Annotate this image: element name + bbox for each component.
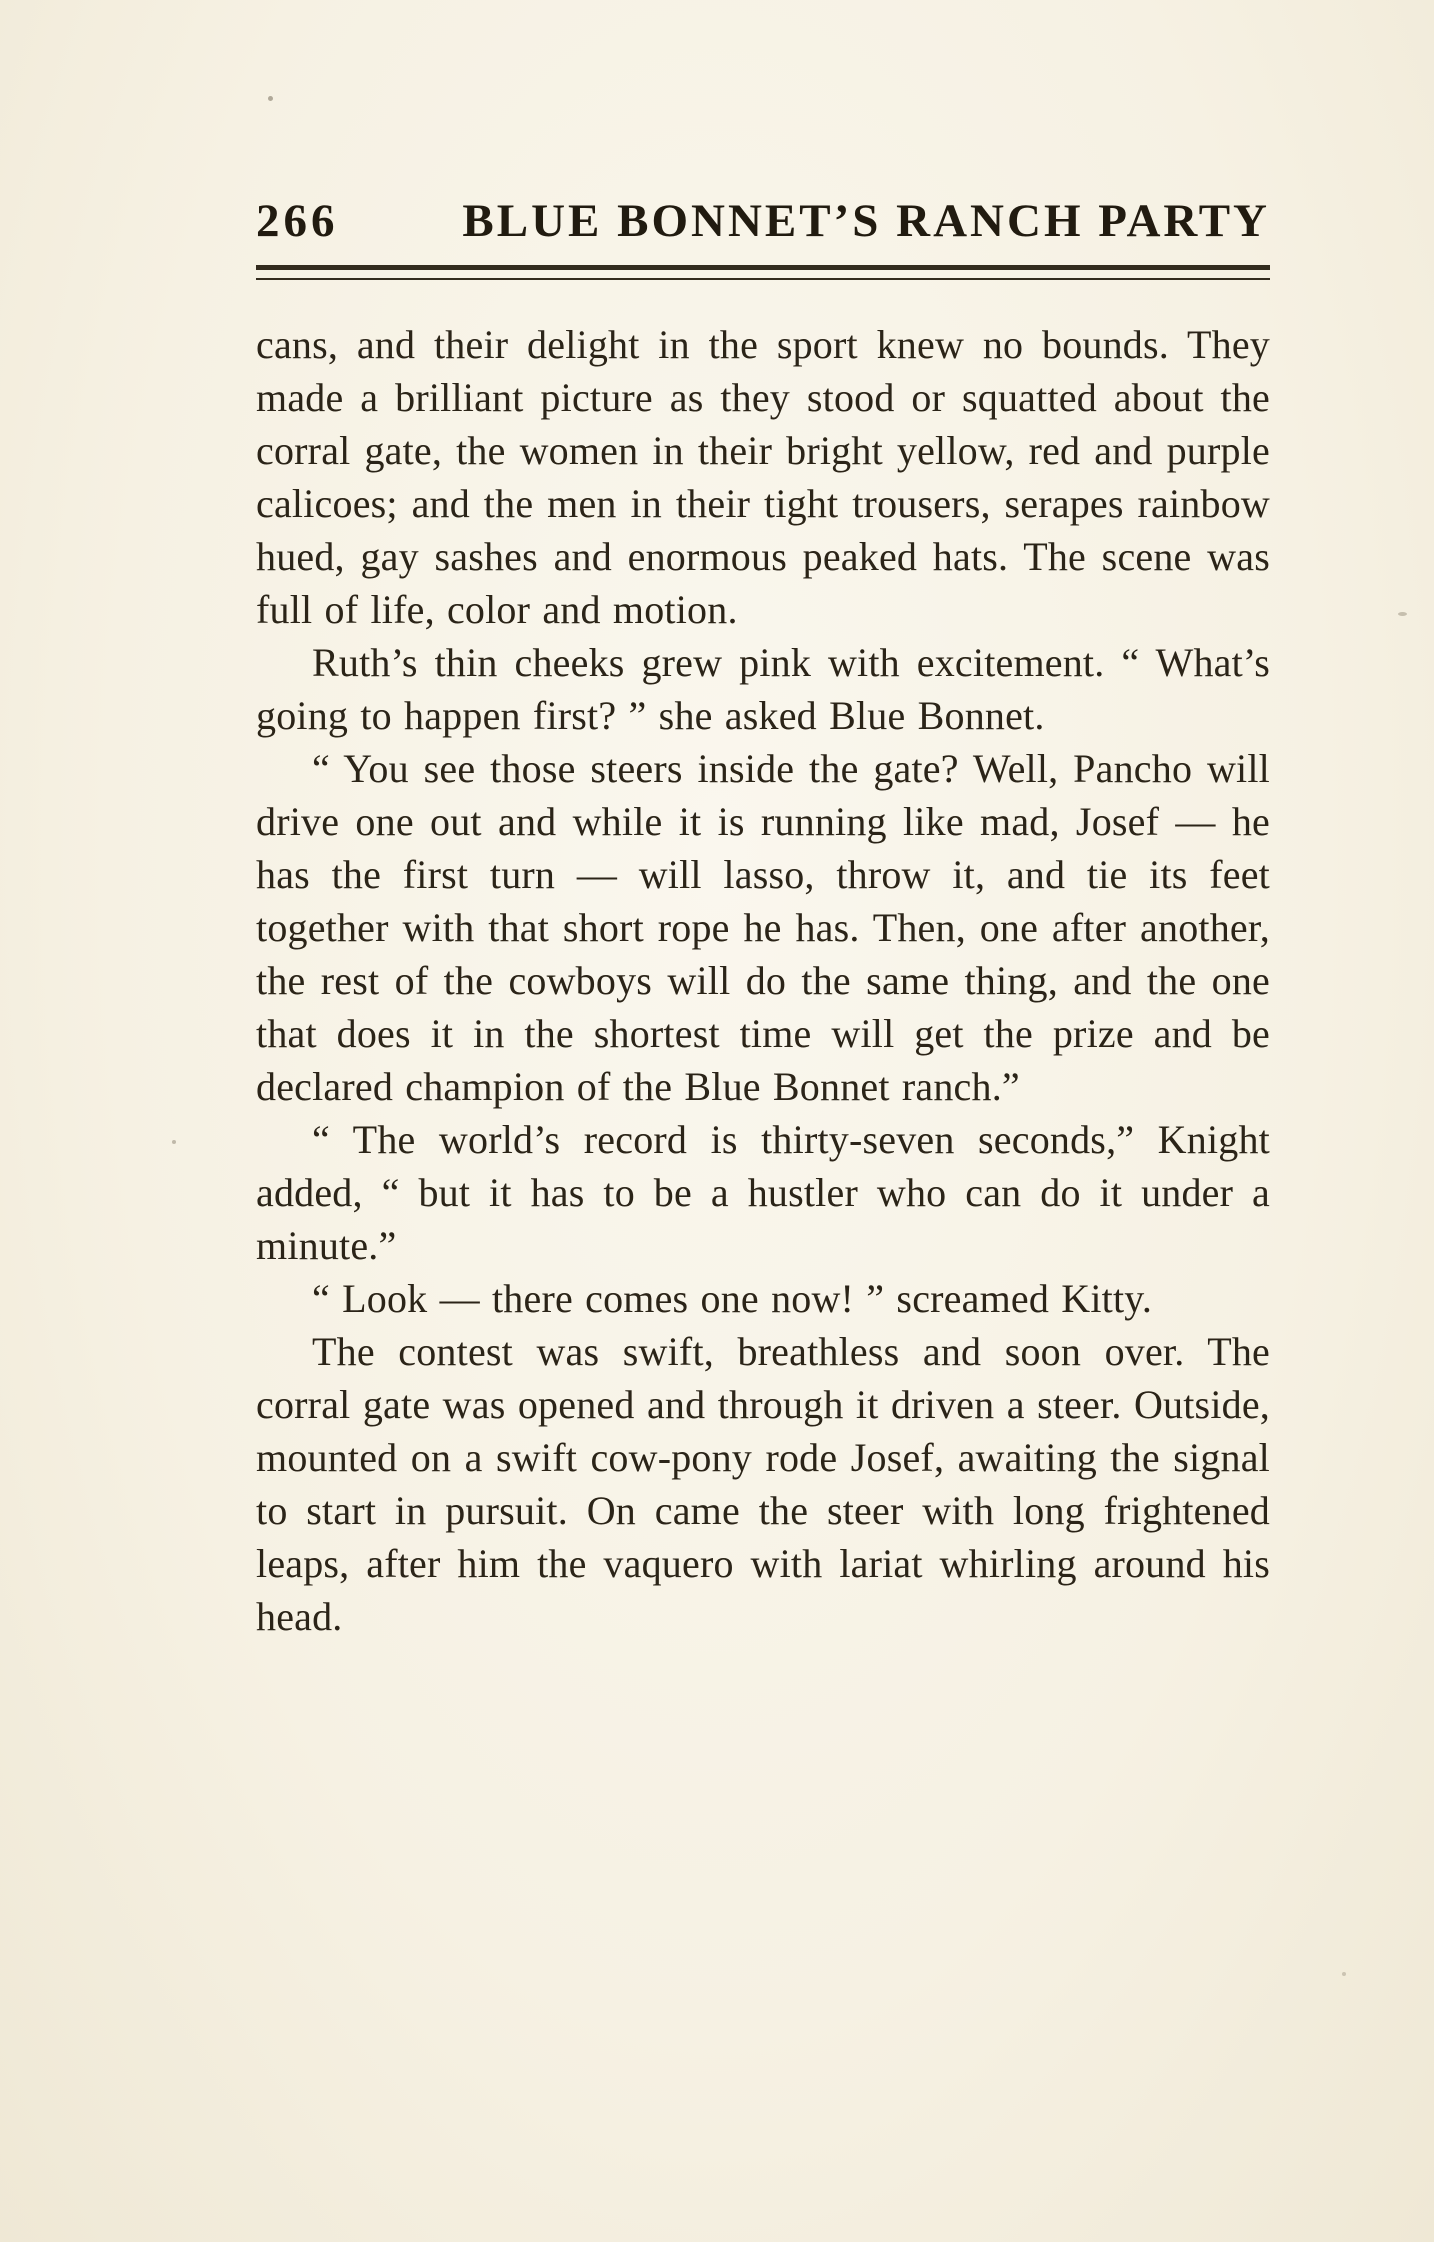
page-text — [256, 318, 1270, 1643]
scan-speck — [268, 96, 273, 101]
scan-speck — [1398, 612, 1407, 616]
page-title: BLUE BONNET’S RANCH PARTY — [462, 195, 1270, 247]
paragraph: Ruth’s thin cheeks grew pink with excitement. “ What’s going to happen first? ” she asked Blue Bonnet. — [256, 640, 1270, 738]
paragraph: cans, and their delight in the sport knew no bounds. They made a brilliant picture as they stood or squatted about the corral gate, the women in their bright yellow, red and purple calicoes; and the men in their tight trousers, serapes rainbow hued, gay sashes and enormous peaked hats. The scene was full of life, color and motion. — [256, 322, 1270, 632]
paragraph: “ You see those steers inside the gate? Well, Pancho will drive one out and while it is running like mad, Josef — he has the first turn — will lasso, throw it, and tie its feet together with that short rope he has. Then, one after another, the rest of the cowboys will do the same thing, and the one that does it in the shortest time will get the prize and be declared champion of the Blue Bonnet ranch.” — [256, 746, 1270, 1109]
running-head — [256, 195, 1270, 247]
paragraph: The contest was swift, breathless and soon over. The corral gate was opened and through it driven a steer. Outside, mounted on a swift cow-pony rode Josef, awaiting the signal to start in pursuit. On came the steer with long frightened leaps, after him the vaquero with lariat whirling around his head. — [256, 1329, 1270, 1639]
page-number: 266 — [256, 195, 339, 247]
double-rule — [256, 265, 1270, 280]
paragraph: “ Look — there comes one now! ” screamed Kitty. — [312, 1276, 1153, 1321]
text-block — [256, 195, 1270, 1643]
scan-speck — [172, 1140, 176, 1144]
paragraph: “ The world’s record is thirty-seven seconds,” Knight added, “ but it has to be a hustler who can do it under a minute.” — [256, 1117, 1270, 1268]
scan-speck — [1342, 1972, 1346, 1976]
